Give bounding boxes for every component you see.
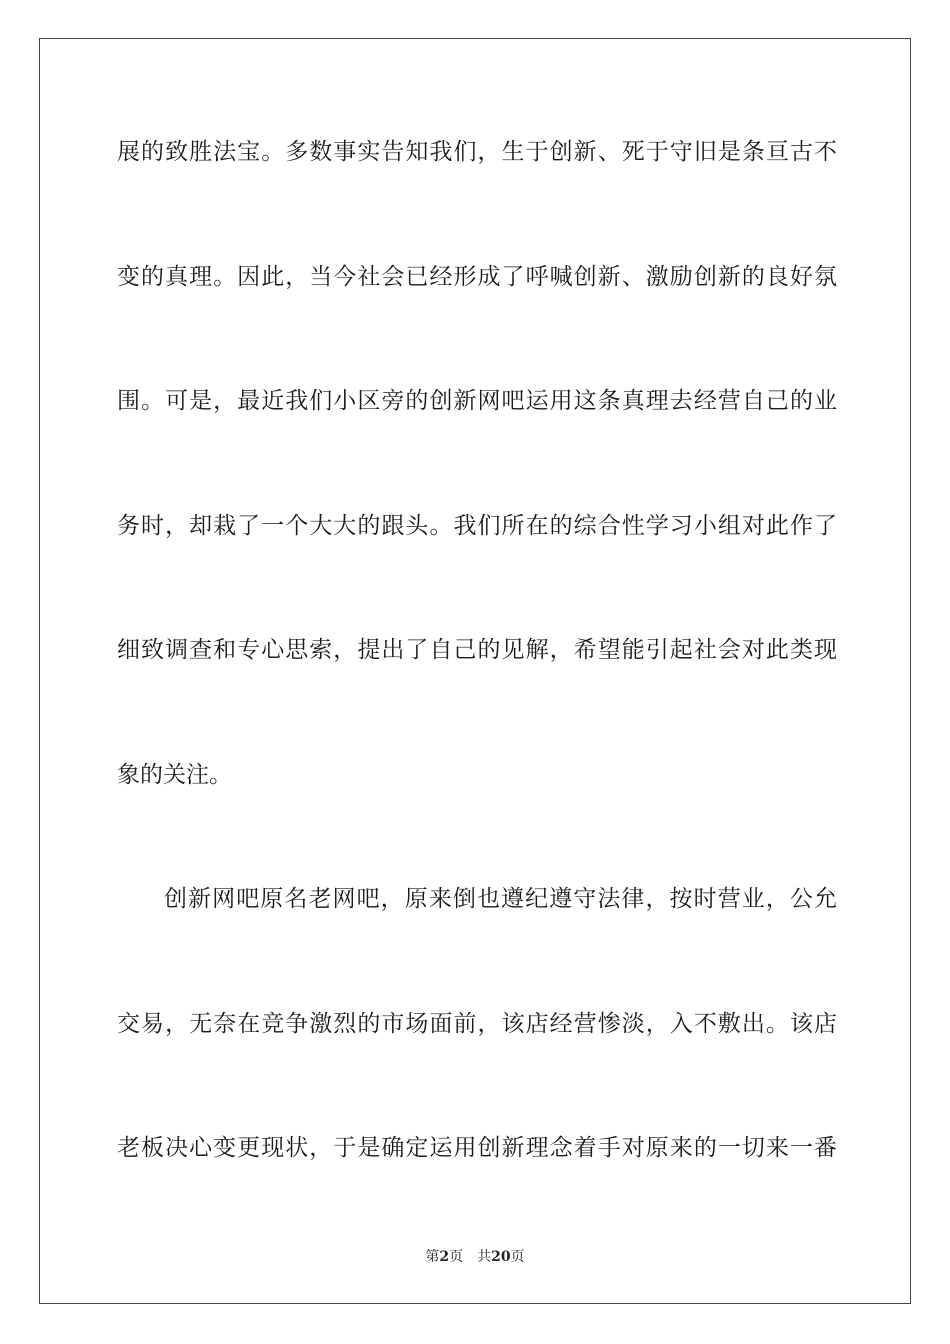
text-line: 交易，无奈在竞争激烈的市场面前，该店经营惨淡，入不敷出。该店 xyxy=(117,1011,837,1037)
text-line: 细致调查和专心思索，提出了自己的见解，希望能引起社会对此类现 xyxy=(117,637,837,663)
page-suffix: 页 xyxy=(449,1249,464,1265)
total-prefix: 共 xyxy=(477,1249,492,1265)
text-line: 展的致胜法宝。多数事实告知我们，生于创新、死于守旧是条亘古不 xyxy=(117,139,837,165)
page-border xyxy=(39,38,911,1304)
page-footer xyxy=(0,1247,950,1267)
page-prefix: 第 xyxy=(425,1249,440,1265)
page-number: 2 xyxy=(439,1249,450,1265)
text-line: 象的关注。 xyxy=(117,762,232,788)
text-line: 变的真理。因此，当今社会已经形成了呼喊创新、激励创新的良好氛 xyxy=(117,264,837,290)
text-line: 围。可是，最近我们小区旁的创新网吧运用这条真理去经营自己的业 xyxy=(117,388,837,414)
text-line: 老板决心变更现状，于是确定运用创新理念着手对原来的一切来一番 xyxy=(117,1135,837,1161)
paragraph-first-line: 创新网吧原名老网吧，原来倒也遵纪遵守法律，按时营业，公允 xyxy=(164,886,837,912)
total-suffix: 页 xyxy=(510,1249,525,1265)
text-line: 务时，却栽了一个大大的跟头。我们所在的综合性学习小组对此作了 xyxy=(117,513,837,539)
total-pages: 20 xyxy=(491,1249,511,1265)
